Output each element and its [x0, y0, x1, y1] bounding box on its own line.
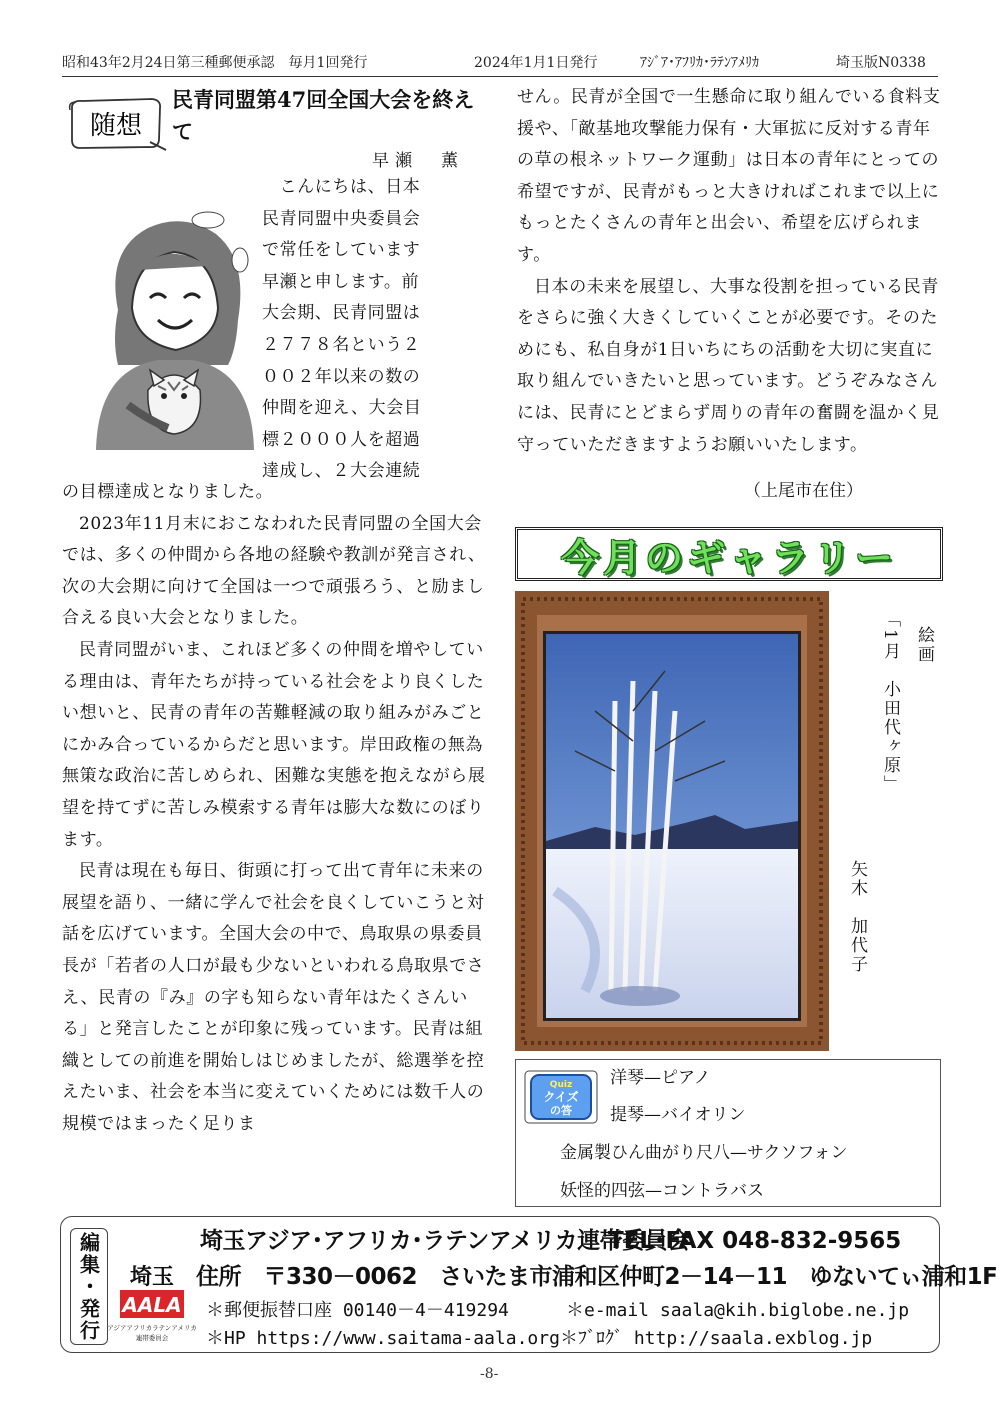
caption-work-title: 「1月 小田代ヶ原」: [880, 610, 900, 794]
text-line: 達成し、２大会連続: [262, 461, 421, 482]
svg-text:の答: の答: [550, 1104, 572, 1117]
text-line: 仲間を迎え、大会目: [262, 398, 422, 419]
essay-body-left: [62, 477, 486, 1140]
header-rule: [62, 76, 938, 77]
painting-image: [515, 591, 829, 1051]
page-number: -8-: [480, 1366, 499, 1382]
quiz-answer: 金属製ひん曲がり尺八—サクソフォン: [560, 1143, 848, 1163]
essay-author: 早瀬 薫: [372, 151, 464, 171]
paragraph: 日本の未来を展望し、大事な役割を担っている民青をさらに強く大きくしていくことが必要です。そのためにも、私自身が1日いちにちの活動を大切に実直に取り組んでいきたいと思っています。どうぞみなさんには、民青にとどまらず周りの青年の奮闘を温かく見守っていただきますようお願いいたします。: [517, 276, 940, 455]
svg-text:Quiz: Quiz: [549, 1080, 573, 1090]
caption-type: 絵画: [914, 626, 934, 664]
text-line: こんにちは、日本: [262, 177, 421, 197]
essay-body-right: [517, 82, 941, 461]
saitama-aala-logo-icon: [107, 1260, 197, 1346]
paragraph: 民青同盟がいま、これほど多くの仲間を増やしている理由は、青年たちが持っている社会をより良くしたい想いと、民青の青年の苦難軽減の取り組みがみごとにかみ合っているからだと思います。岸田政権の無為無策な政治に苦しめられ、困難な実態を抱えながら展望を持てずに苦しみ模索する青年は膨大な数にのぼります。: [62, 639, 486, 850]
essay-intro-narrow: [262, 172, 484, 488]
svg-text:埼玉: 埼玉: [129, 1265, 175, 1290]
organization-name: 埼玉アジア･アフリカ･ラテンアメリカ連帯委員会: [200, 1228, 690, 1254]
email-link[interactable]: ＊e-mail saala@kih.biglobe.ne.jp: [566, 1300, 910, 1321]
issue-date: 2024年1月1日発行: [474, 55, 598, 71]
essay-badge-icon: [66, 96, 166, 152]
text-line: 民青同盟中央委員会: [262, 208, 421, 229]
svg-text:アジアアフリカラテンアメリカ: アジアアフリカラテンアメリカ: [107, 1324, 197, 1332]
quiz-answer: 提琴—バイオリン: [610, 1105, 746, 1125]
homepage-link[interactable]: ＊HP https://www.saitama-aala.org: [206, 1328, 560, 1349]
text-line: ２７７８名という２: [262, 334, 421, 355]
text-line: で常任をしています: [262, 240, 421, 261]
text-line: 大会期、民青同盟は: [262, 303, 421, 324]
text-line: ００２年以来の数の: [262, 366, 421, 387]
postal-address: 住所 〒330－0062 さいたま市浦和区仲町2－14－11 ゆないてぃ浦和1F: [196, 1264, 998, 1290]
svg-text:クイズ: クイズ: [543, 1090, 579, 1104]
quiz-answer-icon: [523, 1069, 599, 1125]
artist-name: 矢木 加代子: [847, 860, 867, 974]
tel-fax: TEL･FAX 048-832-9565: [608, 1228, 902, 1254]
paragraph: 民青は現在も毎日、街頭に打って出て青年に未来の展望を語り、一緒に学んで社会を良くしていこうと対話を広げています。全国大会の中で、鳥取県の県委員長が「若者の人口が最も少ないといわれる鳥取県でさえ、民青の『み』の字も知らない青年はたくさんいる」と発言したことが印象に残っています。民青は組織としての前進を開始しはじめましたが、総選挙を控えたいま、社会を本当に変えていくためには数千人の規模ではまったく足りま: [62, 861, 485, 1134]
quiz-answer: 妖怪的四弦—コントラバス: [560, 1181, 764, 1201]
editor-publisher-tag: 編集・発行: [70, 1228, 108, 1345]
blog-link[interactable]: ＊ﾌﾞﾛｸﾞ http://saala.exblog.jp: [560, 1328, 873, 1349]
paragraph: の目標達成となりました。: [62, 482, 274, 502]
postal-transfer-account: ＊郵便振替口座 00140－4－419294: [206, 1300, 509, 1321]
gallery-title: 今月のギャラリー: [515, 527, 943, 581]
svg-text:連帯委員会: 連帯委員会: [135, 1334, 169, 1342]
text-line: 早瀬と申します。前: [262, 271, 420, 292]
paragraph: 2023年11月末におこなわれた民青同盟の全国大会では、多くの仲間から各地の経験や教訓が発言され、次の大会期に向けて全国は一つで頑張ろう、と励まし合える良い大会となりました。: [62, 513, 486, 629]
essay-badge-label: 随想: [89, 111, 143, 141]
header-org: ｱｼﾞｱ･ｱﾌﾘｶ･ﾗﾃﾝｱﾒﾘｶ: [640, 55, 759, 71]
author-residence: （上尾市在住）: [744, 481, 863, 501]
text-line: 標２０００人を超過: [262, 429, 421, 450]
author-portrait-illustration: [88, 190, 258, 450]
quiz-answer: 洋琴—ピアノ: [610, 1068, 711, 1088]
svg-text:AALA: AALA: [122, 1293, 182, 1317]
essay-title: 民青同盟第47回全国大会を終えて: [172, 87, 475, 144]
edition-number: 埼玉版N0338: [836, 55, 926, 71]
permit-notice: 昭和43年2月24日第三種郵便承認 毎月1回発行: [62, 55, 368, 71]
paragraph: せん。民青が全国で一生懸命に取り組んでいる食料支援や、「敵基地攻撃能力保有・大軍拡に反対する青年の草の根ネットワーク運動」は日本の青年にとっての希望ですが、民青がもっと大きければこれまで以上にもっとたくさんの青年と出会い、希望を広げられます。: [517, 87, 941, 265]
